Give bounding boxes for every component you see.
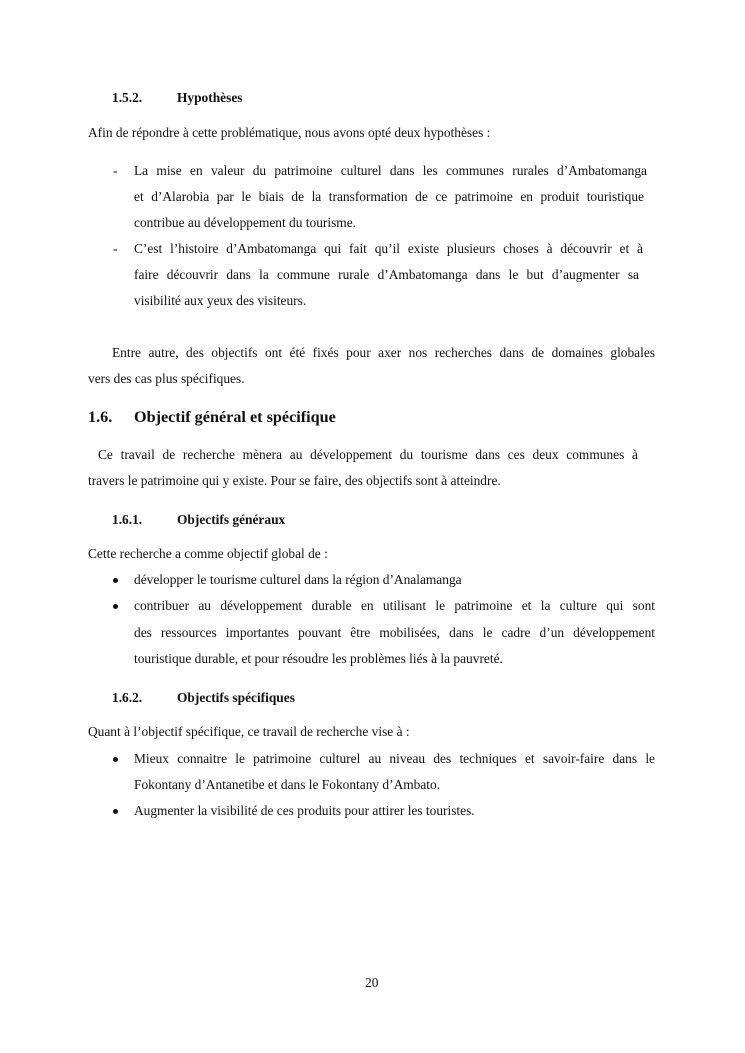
bullet-icon: [113, 809, 118, 814]
hypothesis-1-line-2: et d’Alarobia par le biais de la transformation de ce patrimoine en produit touristique: [134, 189, 644, 204]
section-title-hypotheses: Hypothèses: [177, 90, 243, 105]
general-objectives-intro: Cette recherche a comme objectif global de :: [88, 546, 328, 561]
dash-marker: -: [113, 163, 118, 178]
specific-objective-2-line-1: Augmenter la visibilité de ces produits pour attirer les touristes.: [134, 803, 475, 818]
hypotheses-closing-line-2: vers des cas plus spécifiques.: [88, 371, 245, 386]
general-objective-1-line-1: développer le tourisme culturel dans la région d’Analamanga: [134, 572, 462, 587]
hypotheses-intro: Afin de répondre à cette problématique, nous avons opté deux hypothèses :: [88, 125, 491, 140]
section-title-general-objectives: Objectifs généraux: [177, 512, 286, 527]
bullet-icon: [113, 578, 118, 583]
objectives-intro-line-2: travers le patrimoine qui y existe. Pour se faire, des objectifs sont à atteindre.: [88, 473, 501, 488]
hypothesis-2-line-2: faire découvrir dans la commune rurale d’Ambatomanga dans le but d’augmenter sa: [134, 267, 639, 282]
page-number: 20: [365, 975, 379, 990]
section-number-1-6-1: 1.6.1.: [112, 512, 143, 527]
specific-objectives-intro: Quant à l’objectif spécifique, ce travail de recherche vise à :: [88, 724, 410, 739]
section-number-1-6: 1.6.: [88, 408, 113, 426]
hypotheses-closing-line-1: Entre autre, des objectifs ont été fixés pour axer nos recherches dans de domaines globales: [112, 345, 655, 360]
dash-marker: -: [113, 241, 118, 256]
specific-objective-1-line-1: Mieux connaitre le patrimoine culturel au niveau des techniques et savoir-faire dans le: [134, 751, 655, 766]
hypothesis-1-line-1: La mise en valeur du patrimoine culturel dans les communes rurales d’Ambatomanga: [134, 163, 647, 178]
general-objective-2-line-2: des ressources importantes pouvant être mobilisées, dans le cadre d’un développement: [134, 625, 655, 640]
bullet-icon: [113, 604, 118, 609]
section-title-objectives: Objectif général et spécifique: [134, 408, 336, 426]
objectives-intro-line-1: Ce travail de recherche mènera au développement du tourisme dans ces deux communes à: [98, 447, 638, 462]
bullet-icon: [113, 757, 118, 762]
general-objective-2-line-1: contribuer au développement durable en utilisant le patrimoine et la culture qui sont: [134, 598, 655, 613]
hypothesis-1-line-3: contribue au développement du tourisme.: [134, 215, 356, 230]
section-number-1-6-2: 1.6.2.: [112, 690, 143, 705]
section-number-1-5-2: 1.5.2.: [112, 90, 143, 105]
hypothesis-2-line-3: visibilité aux yeux des visiteurs.: [134, 293, 307, 308]
specific-objective-1-line-2: Fokontany d’Antanetibe et dans le Fokontany d’Ambato.: [134, 777, 441, 792]
section-title-specific-objectives: Objectifs spécifiques: [177, 690, 295, 705]
general-objective-2-line-3: touristique durable, et pour résoudre les problèmes liés à la pauvreté.: [134, 651, 503, 666]
hypothesis-2-line-1: C’est l’histoire d’Ambatomanga qui fait qu’il existe plusieurs choses à découvrir et à: [134, 241, 643, 256]
